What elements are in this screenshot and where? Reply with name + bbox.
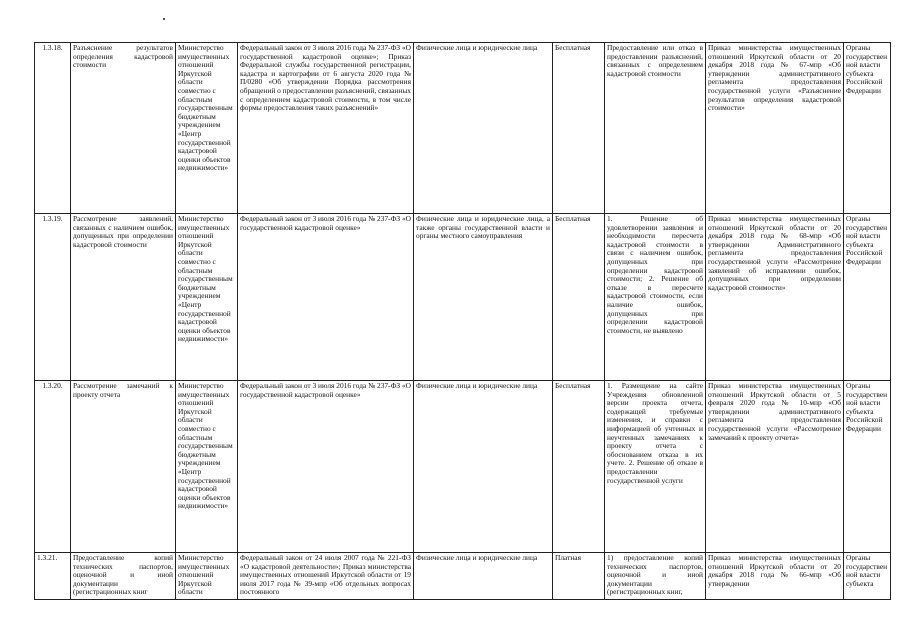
responsible-body: Министерство имущественных отношений Иркутской области — [176, 553, 238, 600]
services-register-table — [34, 42, 891, 600]
row-number: 1.3.18. — [35, 43, 71, 214]
fee-status: Бесплатная — [553, 381, 605, 553]
row-number: 1.3.21. — [35, 553, 71, 600]
authority-level: Органы государственной власти субъекта Российской Федерации — [844, 214, 891, 381]
recipients: Физические лица и юридические лица — [414, 43, 553, 214]
legal-basis: Федеральный закон от 3 июля 2016 года № 237-ФЗ «О государственной кадастровой оценке»; Приказ Федеральной службы государственной регистрации, кадастра и картографии от 6 августа 2020 года № П/0280 «Об утверждении Порядка рассмотрения обращений о предоставлении разъяснений, связанных с определением кадастровой стоимости, в том числе формы предоставления таких разъяснений» — [238, 43, 414, 214]
legal-basis: Федеральный закон от 24 июля 2007 года № 221-ФЗ «О кадастровой деятельности»; Приказ министерства имущественных отношений Иркутской области от 19 июля 2017 года № 39-мпр «Об отдельных вопросах постоянного — [238, 553, 414, 600]
authority-level: Органы государственной власти субъекта Российской Федерации — [844, 43, 891, 214]
fee-status: Бесплатная — [553, 43, 605, 214]
service-result: Предоставление или отказ в предоставлении разъяснений, связанных с определением кадастровой стоимости — [605, 43, 706, 214]
recipients: Физические лица и юридические лица — [414, 553, 553, 600]
legal-basis: Федеральный закон от 3 июля 2016 года № 237-ФЗ «О государственной кадастровой оценке» — [238, 214, 414, 381]
recipients: Физические лица и юридические лица — [414, 381, 553, 553]
service-name: Разъяснение результатов определения кадастровой стоимости — [71, 43, 176, 214]
row-number: 1.3.20. — [35, 381, 71, 553]
responsible-body: Министерство имущественных отношений Иркутской области совместно с областным государственным бюджетным учреждением «Центр государственной кадастровой оценки объектов недвижимости» — [176, 214, 238, 381]
authority-level: Органы государственной власти субъекта Российской Федерации — [844, 381, 891, 553]
table-row — [35, 214, 891, 381]
table-row — [35, 43, 891, 214]
table-row — [35, 381, 891, 553]
scan-speck — [163, 18, 165, 20]
authority-level: Органы государственной власти субъекта — [844, 553, 891, 600]
fee-status: Бесплатная — [553, 214, 605, 381]
responsible-body: Министерство имущественных отношений Иркутской области совместно с областным государственным бюджетным учреждением «Центр государственной кадастровой оценки объектов недвижимости» — [176, 43, 238, 214]
row-number: 1.3.19. — [35, 214, 71, 381]
service-name: Рассмотрение замечаний к проекту отчета — [71, 381, 176, 553]
regulation-act: Приказ министерства имущественных отношений Иркутской области от 20 декабря 2018 года № 66-мпр «Об утверждении — [706, 553, 844, 600]
service-result: 1) предоставление копий технических паспортов, оценочной и иной документации (регистрационных книг, — [605, 553, 706, 600]
regulation-act: Приказ министерства имущественных отношений Иркутской области от 20 декабря 2018 года № 67-мпр «Об утверждении административного регламента предоставления государственной услуги «Разъяснение результатов определения кадастровой стоимости» — [706, 43, 844, 214]
responsible-body: Министерство имущественных отношений Иркутской области совместно с областным государственным бюджетным учреждением «Центр государственной кадастровой оценки объектов недвижимости» — [176, 381, 238, 553]
regulation-act: Приказ министерства имущественных отношений Иркутской области от 5 февраля 2020 года № 10-мпр «Об утверждении административного регламента предоставления государственной услуги «Рассмотрение замечаний к проекту отчета» — [706, 381, 844, 553]
regulation-act: Приказ министерства имущественных отношений Иркутской области от 20 декабря 2018 года № 68-мпр «Об утверждении Административного регламента предоставления государственной услуги «Рассмотрение заявлений об исправлении ошибок, допущенных при определении кадастровой стоимости» — [706, 214, 844, 381]
fee-status: Платная — [553, 553, 605, 600]
service-result: 1. Размещение на сайте Учреждения обновленной версии проекта отчета, содержащей требуемые изменения, и справки с информацией об учтенных и неучтенных замечаниях к проекту отчета с обоснованием отказа в их учете. 2. Решение об отказе в предоставлении государственной услуги — [605, 381, 706, 553]
service-result: 1. Решение об удовлетворении заявления и необходимости пересчета кадастровой стоимости в связи с наличием ошибок, допущенных при определении кадастровой стоимости; 2. Решение об отказе в пересчете кадастровой стоимости, если наличие ошибок, допущенных при определении кадастровой стоимости, не выявлено — [605, 214, 706, 381]
table-row — [35, 553, 891, 600]
legal-basis: Федеральный закон от 3 июля 2016 года № 237-ФЗ «О государственной кадастровой оценке» — [238, 381, 414, 553]
service-name: Рассмотрение заявлений, связанных с наличием ошибок, допущенных при определении кадастровой стоимости — [71, 214, 176, 381]
recipients: Физические лица и юридические лица, а также органы государственной власти и органы местного самоуправления — [414, 214, 553, 381]
service-name: Предоставление копий технических паспортов, оценочной и иной документации (регистрационных книг — [71, 553, 176, 600]
